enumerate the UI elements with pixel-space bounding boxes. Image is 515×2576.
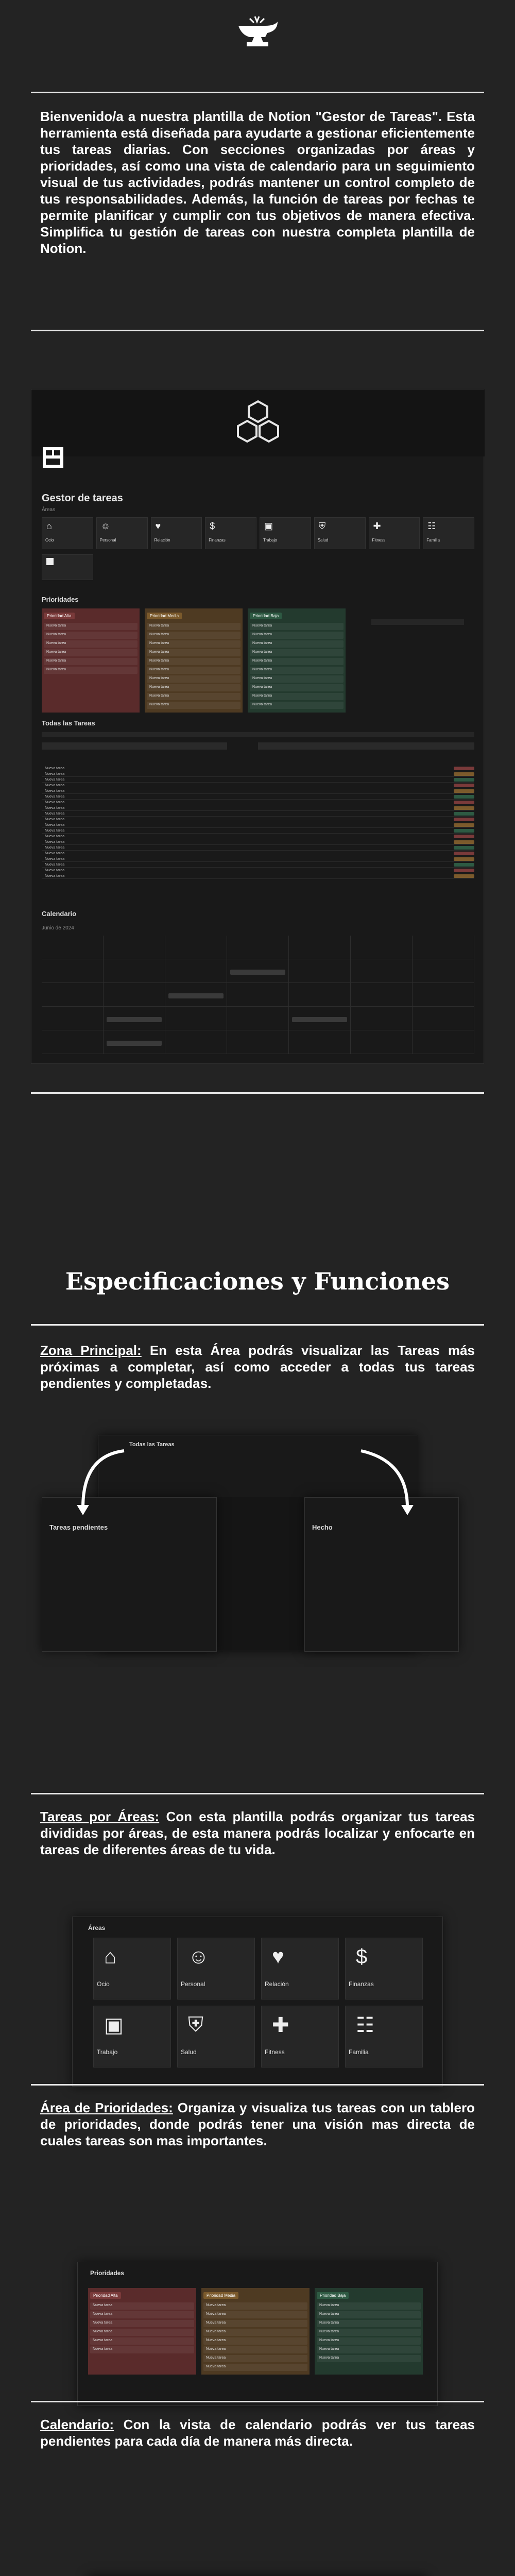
area-card[interactable] <box>369 517 420 549</box>
task-card[interactable]: Nueva tarea <box>203 2337 307 2345</box>
arrows-icon <box>52 1440 454 1518</box>
task-card[interactable]: Nueva tarea <box>250 649 344 656</box>
task-card[interactable]: Nueva tarea <box>250 623 344 630</box>
task-card[interactable]: Nueva tarea <box>250 632 344 639</box>
area-card[interactable] <box>423 517 474 549</box>
divider <box>31 1324 484 1326</box>
area-label: Relación <box>265 1980 289 1988</box>
table-row[interactable] <box>42 817 474 822</box>
priority-tag <box>454 829 474 833</box>
priority-tag <box>454 801 474 804</box>
task-name: Nueva tarea <box>45 845 65 850</box>
calendar-grid <box>42 936 474 1054</box>
calendar-day[interactable] <box>289 1007 351 1030</box>
calendar-day[interactable] <box>413 1030 474 1054</box>
area-card-extra[interactable] <box>42 554 93 580</box>
area-label: Finanzas <box>349 1980 374 1988</box>
area-label: Trabajo <box>263 538 277 543</box>
finance-icon: $ <box>210 521 215 531</box>
task-name: Nueva tarea <box>45 834 65 838</box>
calendar-event[interactable] <box>230 970 285 975</box>
priority-tag <box>454 840 474 844</box>
task-card[interactable]: Nueva tarea <box>147 658 241 665</box>
calendar-day[interactable] <box>289 936 351 959</box>
priority-column <box>201 2288 310 2375</box>
calendar-day[interactable] <box>289 1030 351 1054</box>
task-card[interactable]: Nueva tarea <box>317 2320 421 2327</box>
task-card[interactable]: Nueva tarea <box>250 667 344 674</box>
priorities-screenshot <box>77 2262 438 2406</box>
area-label: Relación <box>154 538 170 543</box>
task-name: Nueva tarea <box>45 823 65 827</box>
calendar-day[interactable] <box>227 1030 289 1054</box>
calendar-day[interactable] <box>104 959 165 983</box>
user-icon: ☺ <box>100 521 111 531</box>
page-title: Gestor de tareas <box>42 493 123 504</box>
priority-column <box>88 2288 196 2375</box>
family-icon: ☷ <box>356 2014 374 2037</box>
task-name: Nueva tarea <box>45 817 65 821</box>
todas-heading: Todas las Tareas <box>129 1442 175 1448</box>
task-card[interactable]: Nueva tarea <box>147 623 241 630</box>
feature-calendario: Calendario: Con la vista de calendario podrás ver tus tareas pendientes para cada día de manera más directa. <box>40 2417 475 2449</box>
user-icon: ☺ <box>188 1945 209 1968</box>
task-name: Nueva tarea <box>45 789 65 793</box>
calendar-day[interactable] <box>227 1007 289 1030</box>
notion-main-screenshot <box>31 389 484 1064</box>
area-card[interactable] <box>345 2006 423 2067</box>
table-row[interactable] <box>42 856 474 862</box>
area-label: Salud <box>317 538 329 543</box>
area-label: Familia <box>349 2048 369 2056</box>
task-name: Nueva tarea <box>45 772 65 776</box>
calendar-day[interactable] <box>413 936 474 959</box>
calendar-day[interactable] <box>227 959 289 983</box>
task-card[interactable]: Nueva tarea <box>90 2346 194 2353</box>
task-card[interactable]: Nueva tarea <box>317 2337 421 2345</box>
tasks-toolbar[interactable] <box>42 732 474 737</box>
fitness-icon: ✚ <box>272 2014 289 2037</box>
table-row[interactable] <box>42 794 474 800</box>
feature-zona-principal: Zona Principal: En esta Área podrás visualizar las Tareas más próximas a completar, así como acceder a todas tus tareas pendientes y completadas. <box>40 1343 475 1391</box>
hecho-heading: Hecho <box>312 1523 333 1531</box>
task-card[interactable]: Nueva tarea <box>317 2311 421 2318</box>
task-name: Nueva tarea <box>45 868 65 872</box>
area-label: Ocio <box>97 1980 110 1988</box>
task-card[interactable]: Nueva tarea <box>203 2346 307 2353</box>
area-card[interactable] <box>96 517 148 549</box>
priority-column-header: Prioridad Media <box>147 613 182 619</box>
task-name: Nueva tarea <box>45 840 65 844</box>
areas-shot-heading: Áreas <box>88 1924 106 1931</box>
calendar-day[interactable] <box>351 983 413 1007</box>
task-card[interactable]: Nueva tarea <box>147 640 241 648</box>
calendar-day[interactable] <box>289 959 351 983</box>
priority-tag <box>454 767 474 770</box>
task-card[interactable]: Nueva tarea <box>147 702 241 709</box>
specs-title: Especificaciones y Funciones <box>65 1267 450 1295</box>
calendar-month: Junio de 2024 <box>42 925 74 931</box>
divider <box>31 330 484 331</box>
hecho-panel <box>304 1497 459 1652</box>
task-card[interactable]: Nueva tarea <box>147 693 241 700</box>
table-row[interactable] <box>42 811 474 817</box>
areas-gallery <box>42 517 474 549</box>
area-card[interactable] <box>177 1938 255 1999</box>
area-card[interactable] <box>177 2006 255 2067</box>
priority-tag <box>454 863 474 867</box>
calendar-day[interactable] <box>104 1007 165 1030</box>
calendar-event[interactable] <box>107 1017 162 1022</box>
table-row[interactable] <box>42 805 474 811</box>
divider <box>31 1092 484 1094</box>
task-name: Nueva tarea <box>45 874 65 878</box>
task-card[interactable]: Nueva tarea <box>44 640 138 648</box>
area-card[interactable] <box>261 1938 339 1999</box>
calendar-day[interactable] <box>351 1030 413 1054</box>
calendar-day[interactable] <box>165 1007 227 1030</box>
task-card[interactable]: Nueva tarea <box>317 2355 421 2362</box>
priority-tag <box>454 772 474 776</box>
shield-icon: ⛨ <box>318 521 326 531</box>
table-row[interactable] <box>42 851 474 856</box>
calendar-day[interactable] <box>165 983 227 1007</box>
calendar-day[interactable] <box>104 1030 165 1054</box>
task-card[interactable]: Nueva tarea <box>250 702 344 709</box>
heart-icon: ♥ <box>272 1945 284 1968</box>
task-card[interactable]: Nueva tarea <box>90 2337 194 2345</box>
priority-tag <box>454 874 474 878</box>
area-label: Personal <box>181 1980 205 1988</box>
task-card[interactable]: Nueva tarea <box>203 2320 307 2327</box>
calendar-heading: Calendario <box>42 910 77 918</box>
area-card[interactable] <box>93 1938 171 1999</box>
table-row[interactable] <box>42 788 474 794</box>
pendientes-panel <box>42 1497 217 1652</box>
priority-tag <box>454 852 474 855</box>
calendar-day[interactable] <box>289 983 351 1007</box>
calendar-event[interactable] <box>107 1041 162 1046</box>
calendar-day[interactable] <box>413 1007 474 1030</box>
feature-prioridades: Área de Prioridades: Organiza y visualiza tus tareas con un tablero de prioridades, donde podrás tener una visión mas directa de cuales tareas son mas importantes. <box>40 2100 475 2148</box>
task-name: Nueva tarea <box>45 811 65 816</box>
heart-icon: ♥ <box>155 521 161 531</box>
home-icon: ⌂ <box>46 521 52 531</box>
priority-tag <box>454 857 474 861</box>
zona-screenshot <box>49 1435 417 1651</box>
fitness-icon: ✚ <box>373 521 381 531</box>
calendar-day[interactable] <box>413 959 474 983</box>
task-card[interactable]: Nueva tarea <box>90 2320 194 2327</box>
priority-tag <box>454 869 474 872</box>
page-icon <box>42 446 64 469</box>
priority-board <box>42 608 346 713</box>
task-name: Nueva tarea <box>45 806 65 810</box>
priority-column-header: Prioridad Alta <box>90 2292 121 2299</box>
task-card[interactable]: Nueva tarea <box>147 667 241 674</box>
divider <box>31 92 484 93</box>
calendar-day[interactable] <box>227 936 289 959</box>
family-icon: ☷ <box>427 521 436 531</box>
calendar-event[interactable] <box>168 993 224 998</box>
priority-tag <box>454 823 474 827</box>
priority-column <box>315 2288 423 2375</box>
table-row[interactable] <box>42 862 474 868</box>
area-label: Personal <box>99 538 116 543</box>
table-row[interactable] <box>42 834 474 839</box>
areas-label: Áreas <box>42 507 56 513</box>
area-label: Trabajo <box>97 2048 118 2056</box>
briefcase-icon <box>46 558 54 565</box>
finance-icon: $ <box>356 1945 368 1968</box>
priority-tag <box>454 818 474 821</box>
area-card[interactable] <box>260 517 311 549</box>
task-card[interactable]: Nueva tarea <box>44 667 138 674</box>
anvil-logo-icon <box>234 10 281 57</box>
table-row[interactable] <box>42 777 474 783</box>
task-card[interactable]: Nueva tarea <box>317 2302 421 2310</box>
calendar-day[interactable] <box>104 983 165 1007</box>
priority-column-header: Prioridad Baja <box>317 2292 349 2299</box>
briefcase-icon: ▣ <box>264 521 273 531</box>
home-icon: ⌂ <box>104 1945 117 1968</box>
priority-column-header: Prioridad Alta <box>44 613 75 619</box>
shield-icon: ⛨ <box>188 2013 203 2036</box>
task-name: Nueva tarea <box>45 800 65 804</box>
task-card[interactable]: Nueva tarea <box>44 649 138 656</box>
area-label: Familia <box>426 538 440 543</box>
task-card[interactable]: Nueva tarea <box>317 2346 421 2353</box>
table-row[interactable] <box>42 822 474 828</box>
calendar-day[interactable] <box>42 983 104 1007</box>
task-card[interactable]: Nueva tarea <box>147 675 241 683</box>
task-card[interactable]: Nueva tarea <box>44 658 138 665</box>
calendar-day[interactable] <box>42 936 104 959</box>
priority-column <box>145 608 243 713</box>
calendar-day[interactable] <box>413 983 474 1007</box>
task-card[interactable]: Nueva tarea <box>90 2302 194 2310</box>
priority-tag <box>454 812 474 816</box>
calendar-day[interactable] <box>104 936 165 959</box>
divider <box>31 2401 484 2402</box>
priority-column <box>248 608 346 713</box>
table-row[interactable] <box>42 868 474 873</box>
task-name: Nueva tarea <box>45 857 65 861</box>
task-card[interactable]: Nueva tarea <box>203 2302 307 2310</box>
calendar-day[interactable] <box>42 1007 104 1030</box>
table-row[interactable] <box>42 828 474 834</box>
divider <box>31 2084 484 2086</box>
task-card[interactable]: Nueva tarea <box>250 675 344 683</box>
area-card[interactable] <box>93 2006 171 2067</box>
area-card[interactable] <box>261 2006 339 2067</box>
area-card[interactable] <box>42 517 93 549</box>
intro-text: Bienvenido/a a nuestra plantilla de Notion "Gestor de Tareas". Esta herramienta está diseñada para ayudarte a gestionar eficientemente tus tareas diarias. Con secciones organizadas por áreas y prioridades, así como una vista de calendario para un seguimiento visual de tus actividades, podrás mantener un control completo de tus responsabilidades. Además, la función de tareas por fechas te permite planificar y cumplir con tus objetivos de manera efectiva. Simplifica tu gestión de tareas con nuestra completa plantilla de Notion. <box>40 109 475 256</box>
task-name: Nueva tarea <box>45 851 65 855</box>
task-card[interactable]: Nueva tarea <box>147 632 241 639</box>
task-card[interactable]: Nueva tarea <box>203 2355 307 2362</box>
task-card[interactable]: Nueva tarea <box>147 649 241 656</box>
table-row[interactable] <box>42 873 474 879</box>
task-card[interactable]: Nueva tarea <box>250 640 344 648</box>
priority-column-header: Prioridad Baja <box>250 613 282 619</box>
briefcase-icon: ▣ <box>104 2014 124 2037</box>
priorities-shot-board <box>88 2288 423 2375</box>
priority-tag <box>454 846 474 850</box>
task-card[interactable]: Nueva tarea <box>250 693 344 700</box>
calendar-event[interactable] <box>292 1017 347 1022</box>
task-card[interactable]: Nueva tarea <box>90 2311 194 2318</box>
task-name: Nueva tarea <box>45 766 65 770</box>
area-label: Ocio <box>45 538 54 543</box>
task-card[interactable]: Nueva tarea <box>44 632 138 639</box>
task-card[interactable]: Nueva tarea <box>44 623 138 630</box>
task-name: Nueva tarea <box>45 777 65 782</box>
calendar-day[interactable] <box>351 959 413 983</box>
task-card[interactable]: Nueva tarea <box>250 684 344 691</box>
priorities-shot-heading: Prioridades <box>90 2269 125 2277</box>
task-card[interactable]: Nueva tarea <box>250 658 344 665</box>
feature-tareas-areas: Tareas por Áreas: Con esta plantilla podrás organizar tus tareas divididas por áreas, de esta manera podrás localizar y enfocarte en tareas de diferentes áreas de tu vida. <box>40 1809 475 1857</box>
task-card[interactable]: Nueva tarea <box>203 2329 307 2336</box>
priority-tag <box>454 778 474 782</box>
calendar-day[interactable] <box>42 959 104 983</box>
priority-column <box>42 608 140 713</box>
page-cover <box>31 389 485 456</box>
task-name: Nueva tarea <box>45 862 65 867</box>
task-name: Nueva tarea <box>45 828 65 833</box>
priority-tag <box>454 795 474 799</box>
task-card[interactable]: Nueva tarea <box>90 2329 194 2336</box>
task-name: Nueva tarea <box>45 794 65 799</box>
table-row[interactable] <box>42 766 474 771</box>
pendientes-heading: Tareas pendientes <box>49 1523 108 1531</box>
area-label: Salud <box>181 2048 197 2056</box>
hexagon-logo-icon <box>230 397 286 454</box>
task-card[interactable]: Nueva tarea <box>203 2311 307 2318</box>
area-card[interactable] <box>151 517 202 549</box>
priority-tag <box>454 806 474 810</box>
calendar-day[interactable] <box>42 1030 104 1054</box>
table-row[interactable] <box>42 845 474 851</box>
table-row[interactable] <box>42 839 474 845</box>
table-row[interactable] <box>42 800 474 805</box>
priorities-heading: Prioridades <box>42 596 79 603</box>
priority-tag <box>454 789 474 793</box>
priority-column-header: Prioridad Media <box>203 2292 238 2299</box>
priority-tag <box>454 784 474 787</box>
areas-screenshot <box>72 1917 443 2087</box>
area-label: Fitness <box>265 2048 285 2056</box>
calendar-day[interactable] <box>227 983 289 1007</box>
table-row[interactable] <box>42 771 474 777</box>
divider <box>31 1793 484 1794</box>
area-label: Fitness <box>372 538 386 543</box>
task-card[interactable]: Nueva tarea <box>147 684 241 691</box>
area-card[interactable] <box>314 517 366 549</box>
areas-shot-gallery <box>93 1938 423 2067</box>
calendar-day[interactable] <box>351 1007 413 1030</box>
new-task-input[interactable] <box>42 742 227 750</box>
calendar-day[interactable] <box>351 936 413 959</box>
task-name: Nueva tarea <box>45 783 65 787</box>
task-card[interactable]: Nueva tarea <box>317 2329 421 2336</box>
calendar-day[interactable] <box>165 959 227 983</box>
priority-tag <box>454 835 474 838</box>
area-label: Finanzas <box>209 538 226 543</box>
tasks-list <box>42 766 474 879</box>
calendar-day[interactable] <box>165 1030 227 1054</box>
area-card[interactable] <box>345 1938 423 1999</box>
all-tasks-heading: Todas las Tareas <box>42 719 95 727</box>
add-task-button[interactable] <box>371 619 464 625</box>
calendar-day[interactable] <box>165 936 227 959</box>
area-card[interactable] <box>205 517 256 549</box>
new-task-input[interactable] <box>258 742 474 750</box>
task-card[interactable]: Nueva tarea <box>203 2364 307 2371</box>
table-row[interactable] <box>42 783 474 788</box>
